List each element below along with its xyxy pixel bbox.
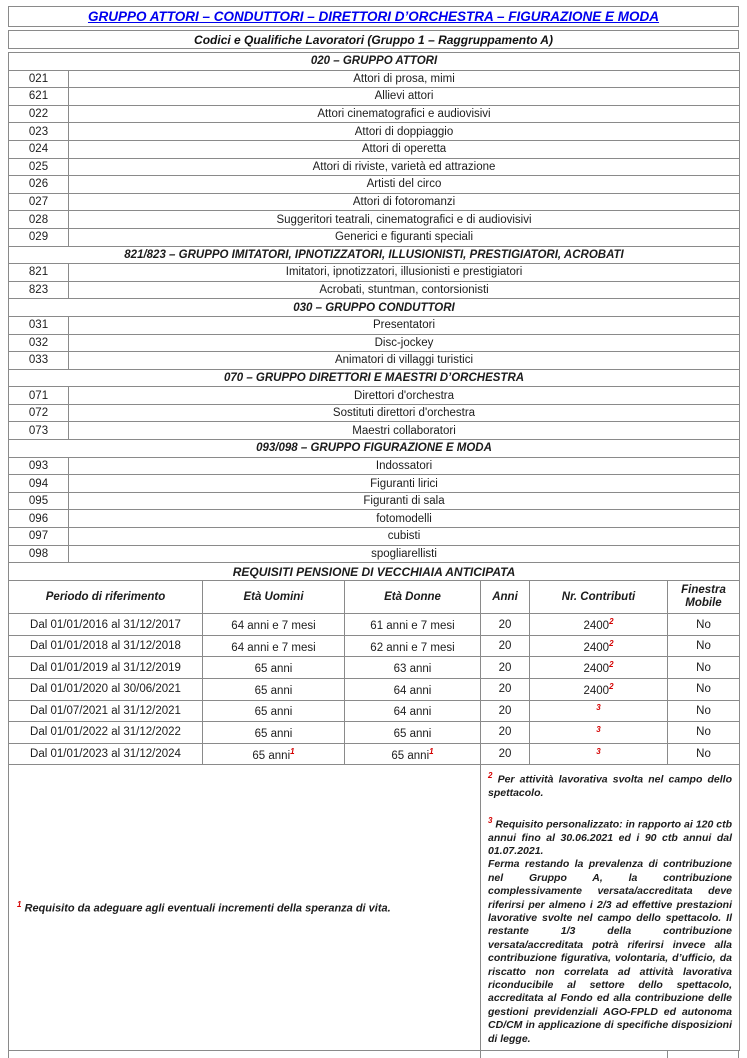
- qualification-cell: Suggeritori teatrali, cinematografici e di audiovisivi: [69, 211, 740, 229]
- section-header-row: [9, 53, 740, 71]
- qualification-cell: Presentatori: [69, 316, 740, 334]
- periodo-cell: Dal 01/01/2023 al 31/12/2024: [9, 743, 203, 765]
- code-cell: 072: [9, 404, 69, 422]
- qualification-cell: spogliarellisti: [69, 545, 740, 563]
- periodo-cell: Dal 01/01/2018 al 31/12/2018: [9, 635, 203, 657]
- periodo-cell: Dal 01/01/2019 al 31/12/2019: [9, 657, 203, 679]
- section-header-row: [9, 369, 740, 387]
- footnotes-row: [9, 765, 740, 1051]
- column-header-periodo: Periodo di riferimento: [9, 581, 203, 614]
- qualification-cell: Maestri collaboratori: [69, 422, 740, 440]
- pension-row: [9, 614, 740, 636]
- eta-donne-cell: 64 anni: [345, 679, 481, 701]
- table-row: [9, 528, 740, 546]
- qualification-cell: Imitatori, ipnotizzatori, illusionisti e prestigiatori: [69, 264, 740, 282]
- code-cell: 022: [9, 105, 69, 123]
- contributi-cell: [530, 700, 668, 722]
- pension-section-header-row: [9, 563, 740, 581]
- footnote-2: [488, 769, 732, 800]
- pension-header-row: [9, 581, 740, 614]
- code-cell: 098: [9, 545, 69, 563]
- anni-cell: 20: [481, 743, 530, 765]
- code-cell: 096: [9, 510, 69, 528]
- footnote-ref: 2: [609, 638, 614, 648]
- anni-cell: 20: [481, 700, 530, 722]
- finestra-cell: No: [668, 743, 740, 765]
- periodo-cell: Dal 01/01/2020 al 30/06/2021: [9, 679, 203, 701]
- footnote-ref: 1: [290, 746, 295, 756]
- qualification-cell: Artisti del circo: [69, 176, 740, 194]
- eta-uomini-cell: 64 anni e 7 mesi: [203, 614, 345, 636]
- qualification-cell: Figuranti di sala: [69, 492, 740, 510]
- page-subtitle: Codici e Qualifiche Lavoratori (Gruppo 1 – Raggruppamento A): [194, 33, 553, 47]
- code-cell: 823: [9, 281, 69, 299]
- finestra-cell: No: [668, 722, 740, 744]
- cut-border-right: [738, 1051, 739, 1058]
- footnote-ref: 3: [596, 725, 601, 735]
- qualification-cell: fotomodelli: [69, 510, 740, 528]
- title-banner: [8, 6, 739, 27]
- footnote-1-text: Requisito da adeguare agli eventuali incrementi della speranza di vita.: [21, 903, 391, 916]
- code-cell: 821: [9, 264, 69, 282]
- pension-row: [9, 722, 740, 744]
- finestra-cell: No: [668, 700, 740, 722]
- code-cell: 097: [9, 528, 69, 546]
- cut-border-mid2: [667, 1051, 668, 1058]
- code-cell: 095: [9, 492, 69, 510]
- anni-cell: 20: [481, 679, 530, 701]
- footnote-2-text: Per attività lavorativa svolta nel campo dello spettacolo.: [488, 773, 732, 800]
- qualification-cell: Sostituti direttori d'orchestra: [69, 404, 740, 422]
- table-row: [9, 475, 740, 493]
- periodo-cell: Dal 01/01/2022 al 31/12/2022: [9, 722, 203, 744]
- cut-border-mid: [480, 1051, 481, 1058]
- code-cell: 093: [9, 457, 69, 475]
- column-header-eta-uomini: Età Uomini: [203, 581, 345, 614]
- eta-donne-cell: 64 anni: [345, 700, 481, 722]
- eta-donne-cell: 65 anni: [345, 722, 481, 744]
- code-cell: 621: [9, 88, 69, 106]
- column-header-contributi: Nr. Contributi: [530, 581, 668, 614]
- section-header: 020 – GRUPPO ATTORI: [9, 53, 740, 71]
- eta-donne-cell: 65 anni$^1$: [345, 743, 481, 765]
- contributi-cell: 2400$^2$: [530, 614, 668, 636]
- table-row: [9, 281, 740, 299]
- qualification-cell: Attori di riviste, varietà ed attrazione: [69, 158, 740, 176]
- subtitle-banner: [8, 30, 739, 49]
- table-row: [9, 334, 740, 352]
- column-header-anni: Anni: [481, 581, 530, 614]
- qualification-cell: Attori di doppiaggio: [69, 123, 740, 141]
- eta-uomini-cell: 65 anni: [203, 679, 345, 701]
- code-cell: 025: [9, 158, 69, 176]
- pension-row: [9, 635, 740, 657]
- finestra-cell: No: [668, 657, 740, 679]
- code-cell: 032: [9, 334, 69, 352]
- pension-row: [9, 700, 740, 722]
- qualification-cell: Indossatori: [69, 457, 740, 475]
- qualification-cell: cubisti: [69, 528, 740, 546]
- section-header: 030 – GRUPPO CONDUTTORI: [9, 299, 740, 317]
- table-row: [9, 264, 740, 282]
- code-cell: 026: [9, 176, 69, 194]
- qualification-cell: Direttori d'orchestra: [69, 387, 740, 405]
- periodo-cell: Dal 01/01/2016 al 31/12/2017: [9, 614, 203, 636]
- section-header-row: [9, 299, 740, 317]
- footnote-2-marker: 2: [488, 771, 493, 781]
- qualification-cell: Attori cinematografici e audiovisivi: [69, 105, 740, 123]
- section-header: 821/823 – GRUPPO IMITATORI, IPNOTIZZATORI, ILLUSIONISTI, PRESTIGIATORI, ACROBATI: [9, 246, 740, 264]
- table-row: [9, 352, 740, 370]
- footnote-3-lead: Requisito personalizzato: [492, 818, 620, 831]
- footnotes-2-3-cell: [481, 765, 740, 1051]
- code-cell: 094: [9, 475, 69, 493]
- pension-row: [9, 657, 740, 679]
- anni-cell: 20: [481, 614, 530, 636]
- periodo-cell: Dal 01/07/2021 al 31/12/2021: [9, 700, 203, 722]
- pension-table: [8, 580, 740, 1051]
- code-cell: 033: [9, 352, 69, 370]
- footnote-3-rest: : in rapporto ai 120 ctb annui fino al 30.06.2021 ed i 90 ctb annui dal 01.07.2021.: [488, 818, 732, 857]
- qualification-cell: Disc-jockey: [69, 334, 740, 352]
- table-row: [9, 387, 740, 405]
- footnote-ref: 3: [596, 746, 601, 756]
- contributi-cell: 2400$^2$: [530, 679, 668, 701]
- contributi-cell: 2400$^2$: [530, 657, 668, 679]
- eta-uomini-cell: 65 anni: [203, 657, 345, 679]
- footnote-ref: 3: [596, 703, 601, 713]
- code-cell: 023: [9, 123, 69, 141]
- footnote-1-marker: 1: [17, 900, 22, 910]
- table-row: [9, 70, 740, 88]
- footnote-ref: 2: [609, 660, 614, 670]
- eta-uomini-cell: 64 anni e 7 mesi: [203, 635, 345, 657]
- eta-donne-cell: 61 anni e 7 mesi: [345, 614, 481, 636]
- table-row: [9, 140, 740, 158]
- table-row: [9, 123, 740, 141]
- codes-table: [8, 52, 740, 581]
- qualification-cell: Acrobati, stuntman, contorsionisti: [69, 281, 740, 299]
- table-row: [9, 457, 740, 475]
- section-header: 093/098 – GRUPPO FIGURAZIONE E MODA: [9, 440, 740, 458]
- table-row: [9, 158, 740, 176]
- qualification-cell: Attori di fotoromanzi: [69, 193, 740, 211]
- qualification-cell: Generici e figuranti speciali: [69, 228, 740, 246]
- code-cell: 027: [9, 193, 69, 211]
- section-header: 070 – GRUPPO DIRETTORI E MAESTRI D’ORCHESTRA: [9, 369, 740, 387]
- contributi-cell: [530, 743, 668, 765]
- table-row: [9, 105, 740, 123]
- code-cell: 024: [9, 140, 69, 158]
- footnote-1-cell: [9, 765, 481, 1051]
- code-cell: 071: [9, 387, 69, 405]
- code-cell: 029: [9, 228, 69, 246]
- footnote-ref: 2: [609, 681, 614, 691]
- section-header-row: [9, 246, 740, 264]
- contributi-cell: 2400$^2$: [530, 635, 668, 657]
- footnote-3-marker: 3: [488, 815, 493, 825]
- table-row: [9, 404, 740, 422]
- pension-section-header: REQUISITI PENSIONE DI VECCHIAIA ANTICIPATA: [9, 563, 740, 581]
- anni-cell: 20: [481, 635, 530, 657]
- footnote-3: [488, 814, 732, 859]
- table-row: [9, 510, 740, 528]
- eta-donne-cell: 63 anni: [345, 657, 481, 679]
- qualification-cell: Attori di operetta: [69, 140, 740, 158]
- code-cell: 028: [9, 211, 69, 229]
- code-cell: 073: [9, 422, 69, 440]
- page-title: GRUPPO ATTORI – CONDUTTORI – DIRETTORI D’ORCHESTRA – FIGURAZIONE E MODA: [87, 9, 660, 24]
- eta-uomini-cell: 65 anni: [203, 722, 345, 744]
- eta-uomini-cell: 65 anni$^1$: [203, 743, 345, 765]
- finestra-cell: No: [668, 679, 740, 701]
- footnote-ref: 1: [429, 746, 434, 756]
- pension-row: [9, 679, 740, 701]
- pension-row: [9, 743, 740, 765]
- footnote-3-paragraph-2: Ferma restando la prevalenza di contribuzione nel Gruppo A, la contribuzione complessivamente versata/accreditata deve riferirsi per almeno i 2/3 ad effettive prestazioni lavorative svolte nel campo dello spettacolo. Il restante 1/3 della contribuzione versata/accreditata potrà riferirsi invece alla contribuzione figurativa, volontaria, d’ufficio, da riscatto non correlata ad attività lavorativa riconducibile al settore dello spettacolo, accreditata al Fondo ed alla contribuzione delle gestioni previdenziali AGO-FPLD ed autonoma CD/CM in applicazione di specifiche disposizioni di legge.: [488, 858, 732, 1045]
- column-header-finestra: Finestra Mobile: [668, 581, 740, 614]
- qualification-cell: Figuranti lirici: [69, 475, 740, 493]
- anni-cell: 20: [481, 657, 530, 679]
- table-row: [9, 545, 740, 563]
- table-row: [9, 88, 740, 106]
- table-row: [9, 228, 740, 246]
- table-row: [9, 316, 740, 334]
- qualification-cell: Allievi attori: [69, 88, 740, 106]
- eta-uomini-cell: 65 anni: [203, 700, 345, 722]
- page-cut-line: [8, 1051, 739, 1058]
- eta-donne-cell: 62 anni e 7 mesi: [345, 635, 481, 657]
- qualification-cell: Attori di prosa, mimi: [69, 70, 740, 88]
- cut-border-left: [8, 1051, 9, 1058]
- table-row: [9, 422, 740, 440]
- finestra-cell: No: [668, 635, 740, 657]
- column-header-eta-donne: Età Donne: [345, 581, 481, 614]
- finestra-cell: No: [668, 614, 740, 636]
- document-page: [8, 6, 739, 1058]
- code-cell: 021: [9, 70, 69, 88]
- table-row: [9, 193, 740, 211]
- section-header-row: [9, 440, 740, 458]
- table-row: [9, 492, 740, 510]
- contributi-cell: [530, 722, 668, 744]
- table-row: [9, 211, 740, 229]
- anni-cell: 20: [481, 722, 530, 744]
- qualification-cell: Animatori di villaggi turistici: [69, 352, 740, 370]
- footnote-ref: 2: [609, 617, 614, 627]
- code-cell: 031: [9, 316, 69, 334]
- table-row: [9, 176, 740, 194]
